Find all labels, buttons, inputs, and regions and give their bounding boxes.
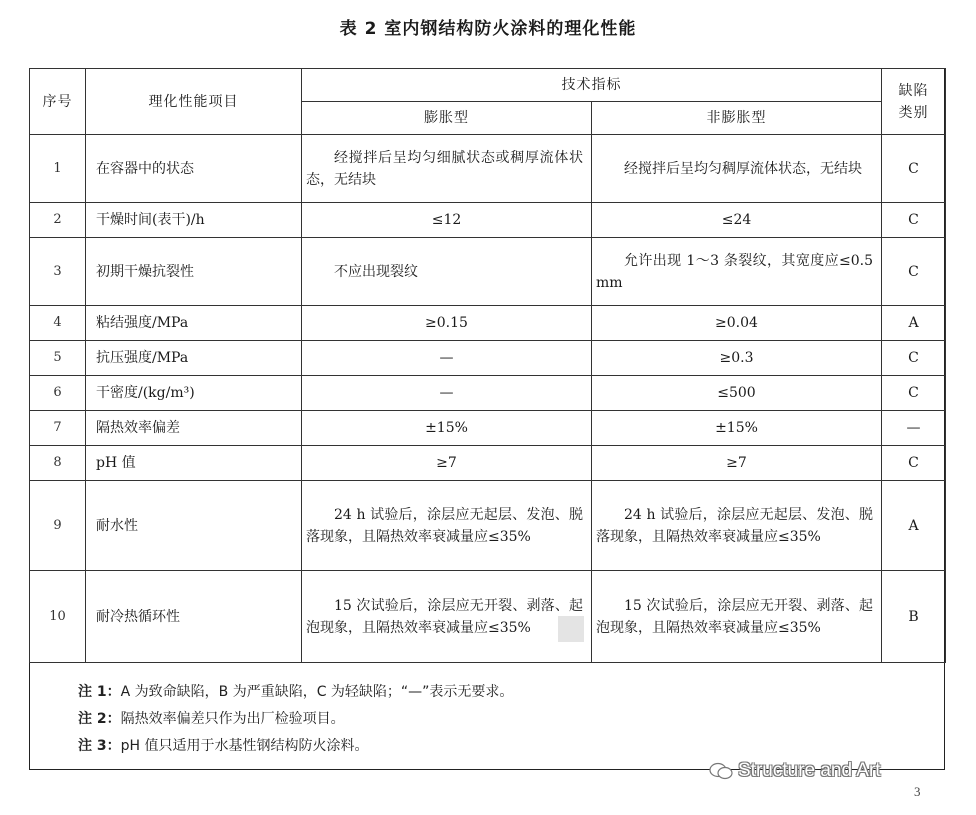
row-intumescent: 15 次试验后，涂层应无开裂、剥落、起泡现象，且隔热效率衰减量应≤35% [302,571,592,663]
watermark-text: Structure and Art [738,760,881,781]
table-row [30,135,946,203]
watermark [708,760,881,782]
header-intumescent: 膨胀型 [302,102,592,135]
scan-smudge [558,616,584,642]
row-non-intumescent: 经搅拌后呈均匀稠厚流体状态，无结块 [592,135,882,203]
row-item: 耐冷热循环性 [86,571,302,663]
row-no: 2 [30,203,86,238]
row-item: 在容器中的状态 [86,135,302,203]
properties-table [29,68,946,663]
row-non-intumescent: ≥0.04 [592,306,882,341]
row-category: C [882,135,946,203]
row-category: C [882,203,946,238]
table-row [30,238,946,306]
row-no: 6 [30,376,86,411]
table-row [30,446,946,481]
row-item: pH 值 [86,446,302,481]
row-non-intumescent: ≥7 [592,446,882,481]
row-no: 10 [30,571,86,663]
row-no: 5 [30,341,86,376]
header-item: 理化性能项目 [86,69,302,135]
note-text: A 为致命缺陷，B 为严重缺陷，C 为轻缺陷；“—”表示无要求。 [120,684,514,700]
wechat-icon [708,762,734,780]
row-non-intumescent: ≤500 [592,376,882,411]
row-category: A [882,481,946,571]
header-defect-line2: 类别 [898,104,929,121]
note-1 [78,679,513,706]
row-intumescent: 不应出现裂纹 [302,238,592,306]
row-intumescent: 24 h 试验后，涂层应无起层、发泡、脱落现象，且隔热效率衰减量应≤35% [302,481,592,571]
note-2 [78,706,513,733]
row-non-intumescent: ≤24 [592,203,882,238]
row-no: 9 [30,481,86,571]
note-text: 隔热效率偏差只作为出厂检验项目。 [120,711,345,727]
row-non-intumescent: 15 次试验后，涂层应无开裂、剥落、起泡现象，且隔热效率衰减量应≤35% [592,571,882,663]
row-category: C [882,376,946,411]
row-no: 1 [30,135,86,203]
row-item: 干密度/(kg/m³) [86,376,302,411]
row-intumescent: ±15% [302,411,592,446]
header-non-intumescent: 非膨胀型 [592,102,882,135]
table-notes [78,679,513,760]
row-item: 耐水性 [86,481,302,571]
row-no: 3 [30,238,86,306]
table-row [30,306,946,341]
row-no: 4 [30,306,86,341]
table-row [30,376,946,411]
header-no: 序号 [30,69,86,135]
page-number: 3 [914,784,921,799]
row-non-intumescent: ±15% [592,411,882,446]
note-label: 注 1： [78,684,121,700]
note-3 [78,733,513,760]
note-label: 注 2： [78,711,121,727]
row-category: A [882,306,946,341]
table-row [30,481,946,571]
header-defect-line1: 缺陷 [898,82,929,99]
row-intumescent: ≥7 [302,446,592,481]
table-row [30,203,946,238]
table-row [30,571,946,663]
row-item: 干燥时间(表干)/h [86,203,302,238]
row-item: 隔热效率偏差 [86,411,302,446]
row-intumescent: 经搅拌后呈均匀细腻状态或稠厚流体状态，无结块 [302,135,592,203]
row-category: — [882,411,946,446]
note-text: pH 值只适用于水基性钢结构防火涂料。 [120,738,369,754]
row-item: 抗压强度/MPa [86,341,302,376]
table-title: 表 2 室内钢结构防火涂料的理化性能 [339,19,637,39]
header-tech: 技术指标 [302,69,882,102]
row-intumescent: ≤12 [302,203,592,238]
row-non-intumescent: ≥0.3 [592,341,882,376]
row-non-intumescent: 24 h 试验后，涂层应无起层、发泡、脱落现象，且隔热效率衰减量应≤35% [592,481,882,571]
row-non-intumescent: 允许出现 1～3 条裂纹，其宽度应≤0.5 mm [592,238,882,306]
row-intumescent: — [302,376,592,411]
row-item: 粘结强度/MPa [86,306,302,341]
table-row [30,411,946,446]
row-category: C [882,341,946,376]
note-label: 注 3： [78,738,121,754]
row-no: 8 [30,446,86,481]
table-row [30,341,946,376]
row-intumescent: — [302,341,592,376]
row-category: C [882,238,946,306]
row-category: B [882,571,946,663]
row-intumescent: ≥0.15 [302,306,592,341]
header-defect [882,69,946,135]
row-category: C [882,446,946,481]
row-item: 初期干燥抗裂性 [86,238,302,306]
row-no: 7 [30,411,86,446]
